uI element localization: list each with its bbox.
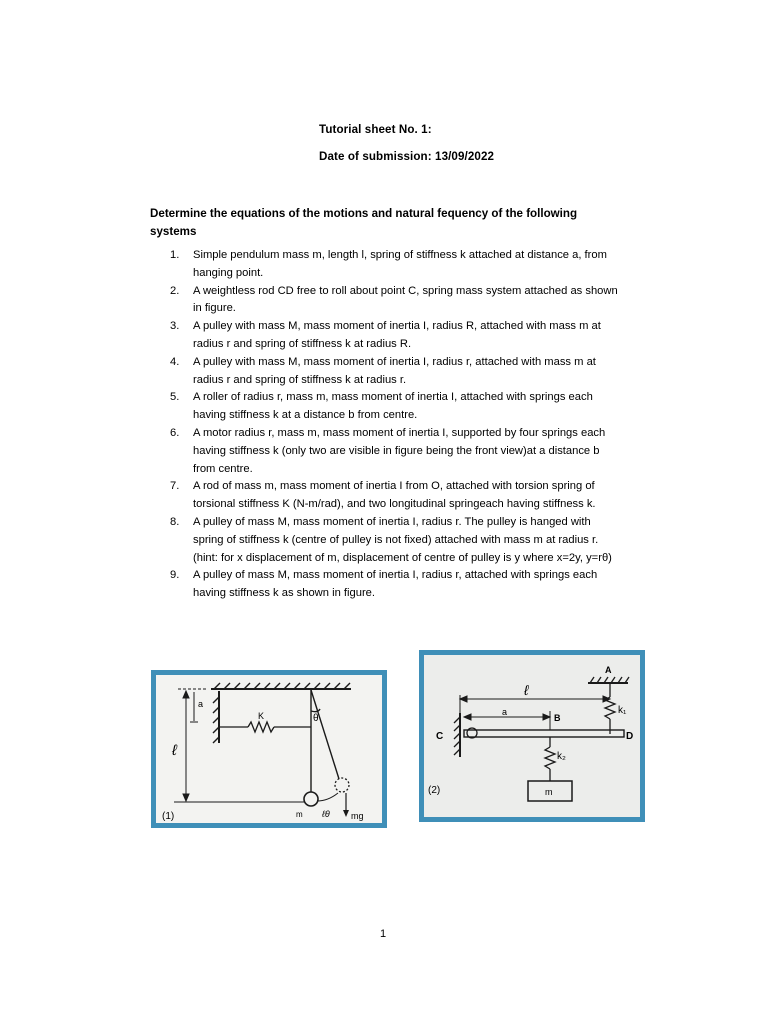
figure-2-canvas	[424, 655, 640, 817]
label-a: a	[198, 699, 204, 709]
label-ltheta: ℓθ	[322, 809, 330, 819]
rod-spring-diagram	[424, 655, 640, 817]
question-text: A pulley with mass M, mass moment of inertia I, radius R, attached with mass m at radius r and spring of stiffness k at radius R.	[193, 320, 601, 350]
question-number: 9.	[170, 569, 180, 582]
question-number: 5.	[170, 391, 180, 404]
question-item	[150, 247, 620, 283]
label-a: a	[502, 707, 508, 717]
question-text: A pulley with mass M, mass moment of inertia I, radius r, attached with mass m at radius r and spring of stiffness k at radius r.	[193, 355, 596, 386]
question-text: A roller of radius r, mass m, mass moment of inertia I, attached with springs each having stiffness k at a distance b from centre.	[193, 391, 593, 422]
question-number: 2.	[170, 284, 180, 297]
label-K: K	[258, 711, 265, 721]
figure-2-label: (2)	[428, 785, 441, 796]
question-number: 8.	[170, 515, 180, 528]
label-k2: k₂	[557, 751, 566, 762]
question-item	[150, 354, 620, 390]
question-text: A pulley of mass M, mass moment of inertia I, radius r. The pulley is hanged with spring of stiffness k (centre of pulley is not fixed) attached with mass m at radius r. (hint: for x displacement of m, displacement of centre of pulley is y where x=2y, y=rθ)	[193, 515, 612, 564]
label-theta: θ	[313, 713, 319, 724]
question-text: A rod of mass m, mass moment of inertia I from O, attached with torsion spring of torsional stiffness K (N-m/rad), and two longitudinal springeach having stiffness k.	[193, 480, 596, 511]
label-m: m	[296, 810, 303, 819]
wall-support-c	[454, 713, 460, 757]
question-number: 1.	[170, 249, 180, 261]
displaced-bob	[335, 778, 349, 792]
question-item	[150, 425, 620, 478]
label-D: D	[626, 731, 634, 742]
spring-k2	[545, 737, 555, 781]
dimension-l	[460, 695, 610, 713]
dimension-lines	[174, 689, 306, 802]
label-m: m	[545, 787, 553, 797]
submission-date: Date of submission: 13/09/2022	[319, 150, 495, 163]
question-text: Simple pendulum mass m, length l, spring of stiffness k attached at distance a, from hanging point.	[193, 249, 607, 279]
pendulum-bob	[304, 792, 318, 806]
question-text: A pulley of mass M, mass moment of inertia I, radius r, attached with springs each having stiffness k as shown in figure.	[193, 569, 598, 600]
figure-1-label: (1)	[162, 811, 175, 822]
question-item	[150, 389, 620, 425]
page-number: 1	[380, 928, 387, 940]
question-item	[150, 567, 620, 603]
question-text: A motor radius r, mass m, mass moment of inertia I, supported by four springs each having stiffness k (only two are visible in figure being the front view)at a distance b from centre.	[193, 426, 606, 475]
question-number: 6.	[170, 426, 180, 439]
label-l: ℓ	[524, 682, 529, 698]
question-item	[150, 318, 620, 354]
question-item	[150, 478, 620, 514]
figure-1-canvas	[156, 675, 382, 823]
sheet-title: Tutorial sheet No. 1:	[319, 123, 432, 136]
wall-support	[213, 691, 219, 743]
question-text: A weightless rod CD free to roll about point C, spring mass system attached as shown in figure.	[193, 284, 618, 315]
label-C: C	[436, 731, 444, 742]
spring-k	[219, 722, 311, 732]
instructions: Determine the equations of the motions and natural fequency of the following systems	[150, 207, 578, 238]
question-number: 7.	[170, 480, 180, 493]
spring-k1	[605, 683, 615, 734]
pendulum-string	[311, 690, 339, 793]
label-B: B	[554, 713, 561, 723]
question-number: 4.	[170, 355, 180, 368]
question-number: 3.	[170, 320, 180, 333]
figure-2-rod	[419, 650, 645, 822]
rod-cd	[464, 730, 624, 737]
label-l: ℓ	[172, 742, 177, 759]
label-A: A	[605, 665, 612, 675]
question-item	[150, 283, 620, 319]
displacement-arc	[317, 793, 338, 801]
figure-1-pendulum	[151, 670, 387, 828]
question-list	[150, 247, 620, 603]
question-item	[150, 514, 620, 567]
ceiling-support	[211, 683, 351, 689]
label-k1: k₁	[618, 705, 627, 716]
ceiling-support-a	[588, 677, 629, 683]
pendulum-diagram	[156, 675, 382, 823]
label-mg: mg	[351, 811, 364, 821]
gravity-arrowhead	[343, 810, 349, 817]
